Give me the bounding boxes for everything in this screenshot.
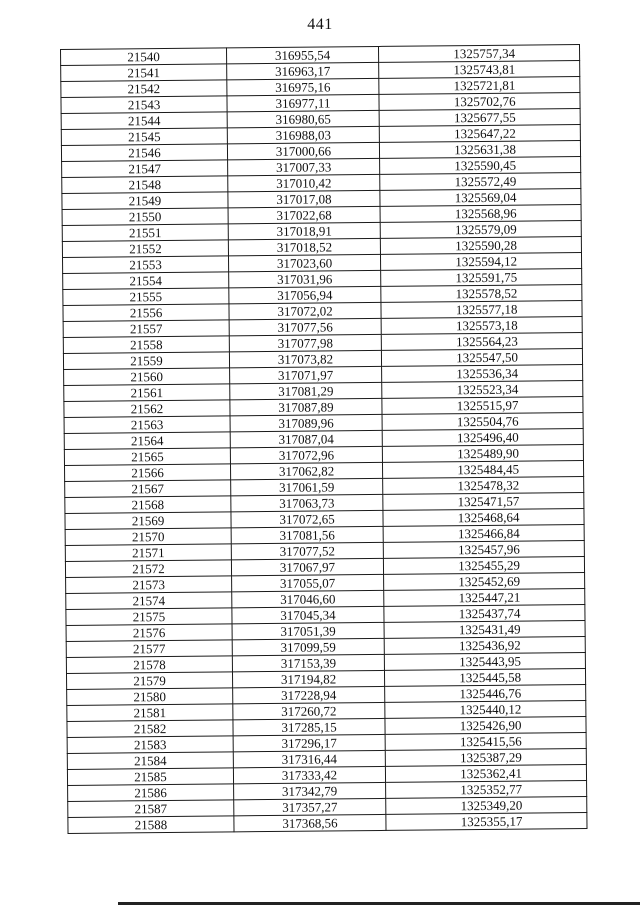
point-number-cell: 21549: [62, 192, 228, 210]
point-number-cell: 21564: [64, 432, 230, 450]
point-number-cell: 21575: [66, 608, 232, 626]
y-coordinate-cell: 1325468,64: [383, 508, 584, 526]
y-coordinate-cell: 1325478,32: [383, 476, 584, 494]
point-number-cell: 21580: [67, 688, 233, 706]
point-number-cell: 21551: [62, 224, 228, 242]
point-number-cell: 21544: [61, 112, 227, 130]
x-coordinate-cell: 317260,72: [233, 702, 385, 719]
y-coordinate-cell: 1325577,18: [381, 301, 582, 319]
x-coordinate-cell: 316988,03: [227, 126, 379, 143]
y-coordinate-cell: 1325443,95: [384, 652, 585, 670]
x-coordinate-cell: 317077,98: [229, 334, 381, 351]
point-number-cell: 21566: [64, 464, 230, 482]
point-number-cell: 21565: [64, 448, 230, 466]
y-coordinate-cell: 1325515,97: [382, 396, 583, 414]
x-coordinate-cell: 317077,56: [229, 318, 381, 335]
x-coordinate-cell: 317073,82: [229, 350, 381, 367]
x-coordinate-cell: 317062,82: [230, 462, 382, 479]
point-number-cell: 21573: [66, 576, 232, 594]
x-coordinate-cell: 317010,42: [228, 174, 380, 191]
x-coordinate-cell: 317061,59: [231, 478, 383, 495]
coordinates-table: [60, 44, 588, 834]
y-coordinate-cell: 1325455,29: [383, 556, 584, 574]
point-number-cell: 21561: [64, 384, 230, 402]
point-number-cell: 21577: [66, 640, 232, 658]
point-number-cell: 21587: [68, 800, 234, 818]
point-number-cell: 21559: [63, 352, 229, 370]
x-coordinate-cell: 316975,16: [227, 78, 379, 95]
y-coordinate-cell: 1325355,17: [386, 812, 587, 830]
y-coordinate-cell: 1325578,52: [381, 285, 582, 303]
x-coordinate-cell: 317194,82: [232, 670, 384, 687]
point-number-cell: 21574: [66, 592, 232, 610]
point-number-cell: 21541: [61, 64, 227, 82]
x-coordinate-cell: 316955,54: [226, 46, 378, 63]
y-coordinate-cell: 1325387,29: [385, 748, 586, 766]
point-number-cell: 21583: [67, 736, 233, 754]
x-coordinate-cell: 317023,60: [228, 254, 380, 271]
x-coordinate-cell: 317099,59: [232, 638, 384, 655]
x-coordinate-cell: 317153,39: [232, 654, 384, 671]
point-number-cell: 21569: [65, 512, 231, 530]
x-coordinate-cell: 317007,33: [228, 158, 380, 175]
point-number-cell: 21572: [65, 560, 231, 578]
point-number-cell: 21548: [62, 176, 228, 194]
point-number-cell: 21567: [65, 480, 231, 498]
x-coordinate-cell: 317051,39: [232, 622, 384, 639]
x-coordinate-cell: 317045,34: [232, 606, 384, 623]
point-number-cell: 21586: [68, 784, 234, 802]
y-coordinate-cell: 1325445,58: [384, 668, 585, 686]
x-coordinate-cell: 317368,56: [234, 814, 386, 831]
y-coordinate-cell: 1325436,92: [384, 636, 585, 654]
y-coordinate-cell: 1325447,21: [384, 588, 585, 606]
y-coordinate-cell: 1325743,81: [379, 61, 580, 79]
y-coordinate-cell: 1325677,55: [379, 109, 580, 127]
point-number-cell: 21588: [68, 816, 234, 834]
point-number-cell: 21557: [63, 320, 229, 338]
x-coordinate-cell: 316963,17: [227, 62, 379, 79]
x-coordinate-cell: 317072,65: [231, 510, 383, 527]
x-coordinate-cell: 317055,07: [232, 574, 384, 591]
x-coordinate-cell: 317017,08: [228, 190, 380, 207]
point-number-cell: 21579: [66, 672, 232, 690]
x-coordinate-cell: 316980,65: [227, 110, 379, 127]
point-number-cell: 21584: [67, 752, 233, 770]
point-number-cell: 21562: [64, 400, 230, 418]
y-coordinate-cell: 1325568,96: [380, 205, 581, 223]
y-coordinate-cell: 1325573,18: [381, 317, 582, 335]
point-number-cell: 21545: [61, 128, 227, 146]
y-coordinate-cell: 1325489,90: [382, 444, 583, 462]
x-coordinate-cell: 317000,66: [227, 142, 379, 159]
point-number-cell: 21563: [64, 416, 230, 434]
y-coordinate-cell: 1325647,22: [379, 125, 580, 143]
y-coordinate-cell: 1325547,50: [381, 348, 582, 366]
x-coordinate-cell: 317081,56: [231, 526, 383, 543]
y-coordinate-cell: 1325415,56: [385, 732, 586, 750]
x-coordinate-cell: 317022,68: [228, 206, 380, 223]
x-coordinate-cell: 316977,11: [227, 94, 379, 111]
x-coordinate-cell: 317316,44: [233, 750, 385, 767]
x-coordinate-cell: 317357,27: [234, 798, 386, 815]
y-coordinate-cell: 1325457,96: [383, 540, 584, 558]
point-number-cell: 21578: [66, 656, 232, 674]
point-number-cell: 21553: [63, 256, 229, 274]
y-coordinate-cell: 1325471,57: [383, 492, 584, 510]
y-coordinate-cell: 1325572,49: [380, 173, 581, 191]
point-number-cell: 21546: [61, 144, 227, 162]
point-number-cell: 21582: [67, 720, 233, 738]
y-coordinate-cell: 1325590,28: [380, 237, 581, 255]
x-coordinate-cell: 317018,91: [228, 222, 380, 239]
x-coordinate-cell: 317285,15: [233, 718, 385, 735]
y-coordinate-cell: 1325579,09: [380, 221, 581, 239]
coordinates-table-body: [61, 45, 588, 834]
x-coordinate-cell: 317067,97: [231, 558, 383, 575]
point-number-cell: 21554: [63, 272, 229, 290]
x-coordinate-cell: 317046,60: [232, 590, 384, 607]
point-number-cell: 21540: [61, 48, 227, 66]
coordinates-table-container: [60, 44, 587, 834]
y-coordinate-cell: 1325591,75: [381, 269, 582, 287]
y-coordinate-cell: 1325426,90: [385, 716, 586, 734]
y-coordinate-cell: 1325631,38: [379, 141, 580, 159]
y-coordinate-cell: 1325536,34: [382, 364, 583, 382]
point-number-cell: 21543: [61, 96, 227, 114]
y-coordinate-cell: 1325440,12: [385, 700, 586, 718]
x-coordinate-cell: 317063,73: [231, 494, 383, 511]
point-number-cell: 21555: [63, 288, 229, 306]
y-coordinate-cell: 1325702,76: [379, 93, 580, 111]
x-coordinate-cell: 317333,42: [233, 766, 385, 783]
x-coordinate-cell: 317072,02: [229, 302, 381, 319]
y-coordinate-cell: 1325431,49: [384, 620, 585, 638]
y-coordinate-cell: 1325352,77: [386, 780, 587, 798]
y-coordinate-cell: 1325590,45: [380, 157, 581, 175]
y-coordinate-cell: 1325437,74: [384, 604, 585, 622]
y-coordinate-cell: 1325564,23: [381, 332, 582, 350]
y-coordinate-cell: 1325484,45: [382, 460, 583, 478]
x-coordinate-cell: 317342,79: [234, 782, 386, 799]
point-number-cell: 21542: [61, 80, 227, 98]
y-coordinate-cell: 1325569,04: [380, 189, 581, 207]
point-number-cell: 21570: [65, 528, 231, 546]
y-coordinate-cell: 1325496,40: [382, 428, 583, 446]
x-coordinate-cell: 317077,52: [231, 542, 383, 559]
y-coordinate-cell: 1325594,12: [380, 253, 581, 271]
y-coordinate-cell: 1325446,76: [385, 684, 586, 702]
y-coordinate-cell: 1325757,34: [378, 45, 579, 63]
point-number-cell: 21556: [63, 304, 229, 322]
x-coordinate-cell: 317087,04: [230, 430, 382, 447]
x-coordinate-cell: 317018,52: [228, 238, 380, 255]
x-coordinate-cell: 317296,17: [233, 734, 385, 751]
x-coordinate-cell: 317071,97: [230, 366, 382, 383]
point-number-cell: 21558: [63, 336, 229, 354]
point-number-cell: 21585: [67, 768, 233, 786]
point-number-cell: 21550: [62, 208, 228, 226]
x-coordinate-cell: 317031,96: [229, 270, 381, 287]
point-number-cell: 21571: [65, 544, 231, 562]
page-number: 441: [307, 16, 333, 33]
x-coordinate-cell: 317072,96: [230, 446, 382, 463]
point-number-cell: 21552: [62, 240, 228, 258]
y-coordinate-cell: 1325504,76: [382, 412, 583, 430]
x-coordinate-cell: 317087,89: [230, 398, 382, 415]
y-coordinate-cell: 1325452,69: [384, 572, 585, 590]
y-coordinate-cell: 1325721,81: [379, 77, 580, 95]
point-number-cell: 21547: [62, 160, 228, 178]
y-coordinate-cell: 1325362,41: [385, 764, 586, 782]
point-number-cell: 21568: [65, 496, 231, 514]
y-coordinate-cell: 1325349,20: [386, 796, 587, 814]
point-number-cell: 21581: [67, 704, 233, 722]
point-number-cell: 21560: [64, 368, 230, 386]
x-coordinate-cell: 317228,94: [233, 686, 385, 703]
x-coordinate-cell: 317056,94: [229, 286, 381, 303]
x-coordinate-cell: 317081,29: [230, 382, 382, 399]
point-number-cell: 21576: [66, 624, 232, 642]
y-coordinate-cell: 1325523,34: [382, 380, 583, 398]
y-coordinate-cell: 1325466,84: [383, 524, 584, 542]
x-coordinate-cell: 317089,96: [230, 414, 382, 431]
